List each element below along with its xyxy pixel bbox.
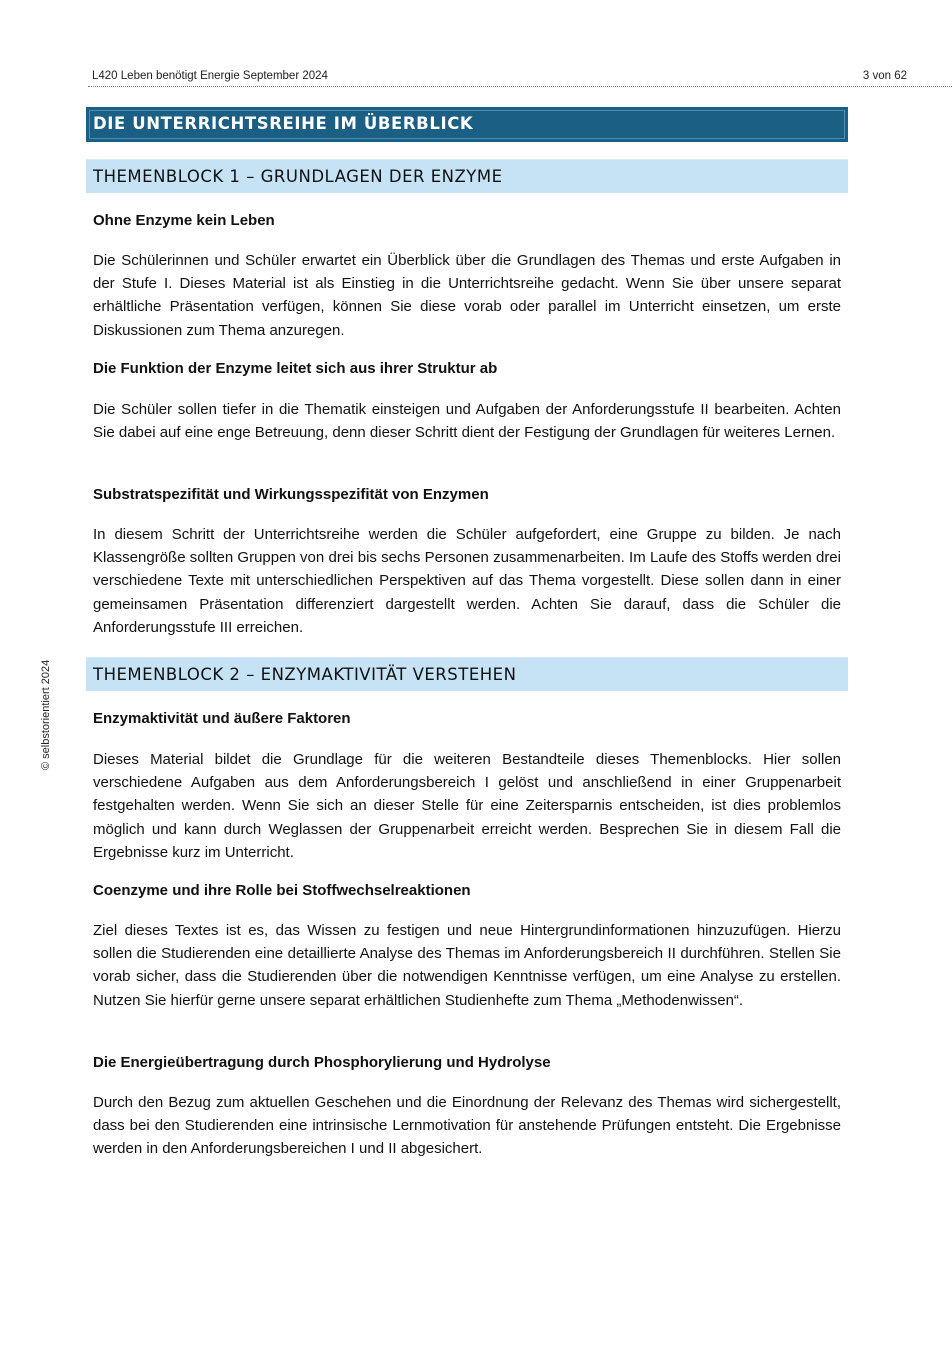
block2-title-banner <box>86 657 848 691</box>
section-heading: Substratspezifität und Wirkungsspezifität von Enzymen <box>93 486 489 503</box>
main-title: DIE UNTERRICHTSREIHE IM ÜBERBLICK <box>93 114 474 133</box>
side-copyright: © selbstorientiert 2024 <box>40 659 52 770</box>
section-text: In diesem Schritt der Unterrichtsreihe werden die Schüler aufgefordert, eine Gruppe zu bilden. Je nach Klassengröße sollten Gruppen von drei bis sechs Personen zusammenarbeiten. Im Laufe des Stoffs werden drei verschiedene Texte mit unterschiedlichen Perspektiven auf das Thema vorgestellt. Diese sollen dann in einer gemeinsamen Präsentation differenziert dargestellt werden. Achten Sie darauf, dass die Schüler die Anforderungsstufe III erreichen. <box>93 526 841 636</box>
block2-title: THEMENBLOCK 2 – ENZYMAKTIVITÄT VERSTEHEN <box>93 665 517 684</box>
header-divider <box>88 86 952 87</box>
header-document-title: L420 Leben benötigt Energie September 2024 <box>92 70 328 82</box>
section-text: Die Schüler sollen tiefer in die Thematik einsteigen und Aufgaben der Anforderungsstufe II bearbeiten. Achten Sie dabei auf eine enge Betreuung, denn dieser Schritt dient der Festigung der Grundlagen für weiteres Lernen. <box>93 401 841 442</box>
header-page-number: 3 von 62 <box>862 70 907 82</box>
section-heading: Coenzyme und ihre Rolle bei Stoffwechselreaktionen <box>93 882 471 899</box>
section-heading: Die Funktion der Enzyme leitet sich aus ihrer Struktur ab <box>93 360 498 377</box>
section-text: Dieses Material bildet die Grundlage für die weiteren Bestandteile dieses Themenblocks. Hier sollen verschiedene Aufgaben aus dem Anforderungsbereich I gelöst und anschließend in einer Gruppenarbeit festgehalten werden. Wenn Sie sich an dieser Stelle für eine Zeitersparnis entscheiden, ist dies problemlos möglich und kann durch Weglassen der Gruppenarbeit erreicht werden. Besprechen Sie in diesem Fall die Ergebnisse kurz im Unterricht. <box>93 751 841 861</box>
section-text: Durch den Bezug zum aktuellen Geschehen und die Einordnung der Relevanz des Themas wird sichergestellt, dass bei den Studierenden eine intrinsische Lernmotivation für anstehende Prüfungen entsteht. Die Ergebnisse werden in den Anforderungsbereichen I und II abgesichert. <box>93 1094 841 1158</box>
section-text: Die Schülerinnen und Schüler erwartet ein Überblick über die Grundlagen des Themas und erste Aufgaben in der Stufe I. Dieses Material ist als Einstieg in die Unterrichtsreihe gedacht. Wenn Sie über unsere separat erhältliche Präsentation verfügen, können Sie diese vorab oder parallel im Unterricht einsetzen, um erste Diskussionen zum Thema anzuregen. <box>93 252 841 339</box>
page-header <box>92 68 907 86</box>
section-heading: Die Energieübertragung durch Phosphorylierung und Hydrolyse <box>93 1054 551 1071</box>
section-text: Ziel dieses Textes ist es, das Wissen zu festigen und neue Hintergrundinformationen hinzuzufügen. Hierzu sollen die Studierenden eine detaillierte Analyse des Themas im Anforderungsbereich II durchführen. Stellen Sie vorab sicher, dass die Studierenden über die notwendigen Kenntnisse verfügen, um eine Analyse zu erstellen. Nutzen Sie hierfür gerne unsere separat erhältlichen Studienhefte zum Thema „Methodenwissen“. <box>93 922 841 1009</box>
main-title-banner <box>86 107 848 142</box>
section-heading: Ohne Enzyme kein Leben <box>93 212 275 229</box>
block1-title: THEMENBLOCK 1 – GRUNDLAGEN DER ENZYME <box>93 167 503 186</box>
section-heading: Enzymaktivität und äußere Faktoren <box>93 710 351 727</box>
block1-title-banner <box>86 159 848 193</box>
